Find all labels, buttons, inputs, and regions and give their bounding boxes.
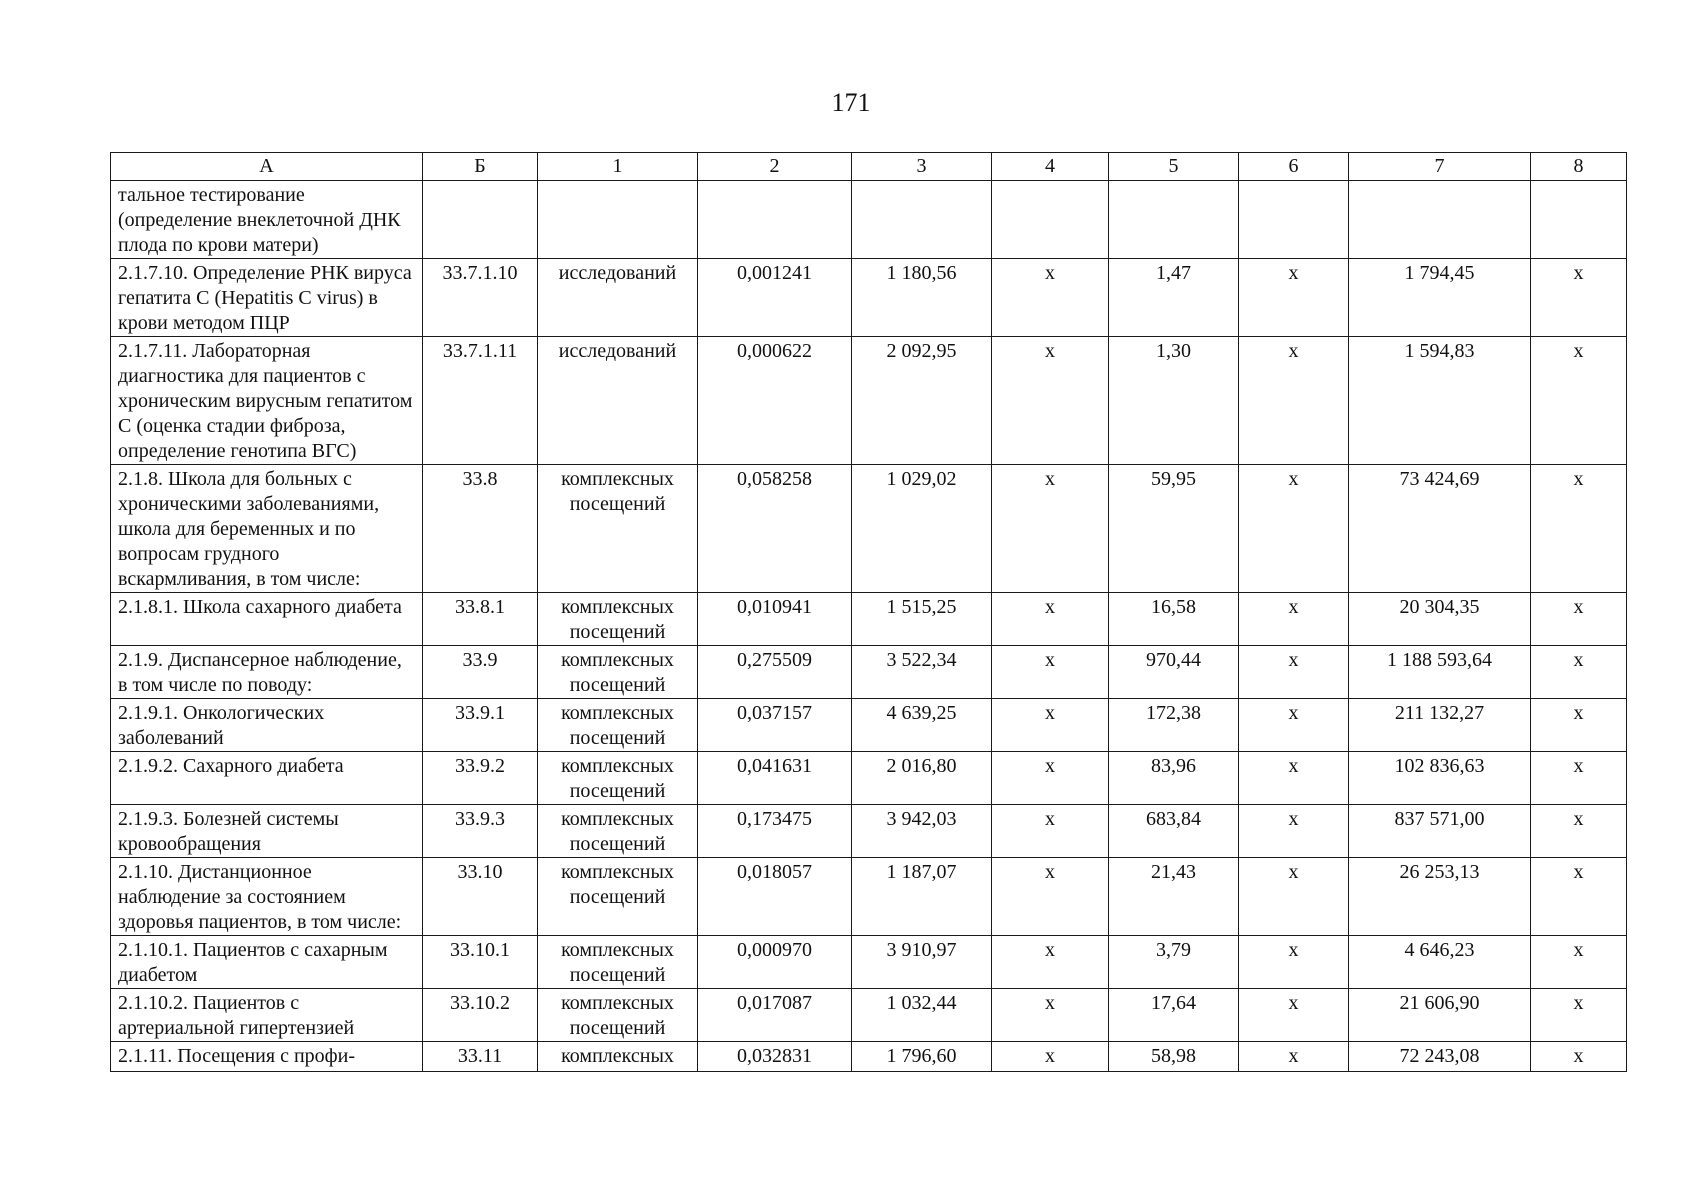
cell-col-5: 21,43 <box>1109 858 1239 936</box>
cell-col-5: 3,79 <box>1109 936 1239 989</box>
table-row <box>111 936 1627 989</box>
cell-col-8: х <box>1531 1042 1627 1072</box>
cell-col-8: х <box>1531 699 1627 752</box>
cell-col-4: х <box>992 465 1109 593</box>
cell-col-7: 1 188 593,64 <box>1349 646 1531 699</box>
cell-col-6: х <box>1239 936 1349 989</box>
cell-name: 2.1.11. Посещения с профи- <box>111 1042 423 1072</box>
cell-col-7: 1 594,83 <box>1349 337 1531 465</box>
cell-unit: комплексных посещений <box>538 593 698 646</box>
cell-col-4: х <box>992 337 1109 465</box>
table-row <box>111 646 1627 699</box>
table-row <box>111 259 1627 337</box>
cell-name: 2.1.10. Дистанционное наблюдение за состоянием здоровья пациентов, в том числе: <box>111 858 423 936</box>
cell-col-2: 0,001241 <box>698 259 852 337</box>
cell-col-6: х <box>1239 858 1349 936</box>
cell-col-4: х <box>992 593 1109 646</box>
cell-col-5: 1,47 <box>1109 259 1239 337</box>
cell-unit: комплексных посещений <box>538 805 698 858</box>
cell-col-8: х <box>1531 858 1627 936</box>
cell-unit: исследований <box>538 259 698 337</box>
table-row <box>111 699 1627 752</box>
cell-col-2: 0,058258 <box>698 465 852 593</box>
cell-col-2 <box>698 181 852 259</box>
cell-col-7: 1 794,45 <box>1349 259 1531 337</box>
cell-col-3: 1 032,44 <box>852 989 992 1042</box>
cell-unit: комплексных посещений <box>538 465 698 593</box>
cell-col-2: 0,017087 <box>698 989 852 1042</box>
cell-col-2: 0,018057 <box>698 858 852 936</box>
column-header-4: 4 <box>992 153 1109 181</box>
column-header-8: 8 <box>1531 153 1627 181</box>
cell-col-6: х <box>1239 259 1349 337</box>
cell-col-6: х <box>1239 337 1349 465</box>
column-header-7: 7 <box>1349 153 1531 181</box>
table-row <box>111 858 1627 936</box>
cell-col-8: х <box>1531 989 1627 1042</box>
cell-col-5: 683,84 <box>1109 805 1239 858</box>
cell-name: 2.1.9.1. Онкологических заболеваний <box>111 699 423 752</box>
page-number: 171 <box>831 88 871 117</box>
cell-code <box>423 181 538 259</box>
cell-col-4: х <box>992 646 1109 699</box>
cell-col-8: х <box>1531 805 1627 858</box>
cell-unit: комплексных посещений <box>538 752 698 805</box>
cell-col-8: х <box>1531 646 1627 699</box>
cell-col-4 <box>992 181 1109 259</box>
cell-col-7: 837 571,00 <box>1349 805 1531 858</box>
column-header-b: Б <box>423 153 538 181</box>
cell-code: 33.11 <box>423 1042 538 1072</box>
cell-col-4: х <box>992 259 1109 337</box>
cell-col-2: 0,037157 <box>698 699 852 752</box>
cell-col-3: 1 180,56 <box>852 259 992 337</box>
cell-col-6 <box>1239 181 1349 259</box>
cell-col-4: х <box>992 699 1109 752</box>
cell-col-3: 3 942,03 <box>852 805 992 858</box>
cell-col-5: 59,95 <box>1109 465 1239 593</box>
cell-unit: комплексных посещений <box>538 646 698 699</box>
data-table <box>110 152 1627 1072</box>
cell-col-4: х <box>992 1042 1109 1072</box>
cell-col-8: х <box>1531 752 1627 805</box>
cell-col-7: 102 836,63 <box>1349 752 1531 805</box>
cell-code: 33.7.1.11 <box>423 337 538 465</box>
cell-col-8: х <box>1531 465 1627 593</box>
cell-code: 33.8.1 <box>423 593 538 646</box>
cell-code: 33.10.2 <box>423 989 538 1042</box>
cell-code: 33.9 <box>423 646 538 699</box>
cell-col-8: х <box>1531 936 1627 989</box>
cell-col-4: х <box>992 858 1109 936</box>
cell-col-4: х <box>992 805 1109 858</box>
cell-name: 2.1.7.10. Определение РНК вируса гепатита С (Hepatitis C virus) в крови методом ПЦР <box>111 259 423 337</box>
cell-unit: комплексных посещений <box>538 989 698 1042</box>
table-row <box>111 593 1627 646</box>
table-row <box>111 1042 1627 1072</box>
cell-col-6: х <box>1239 699 1349 752</box>
cell-col-5: 83,96 <box>1109 752 1239 805</box>
cell-col-6: х <box>1239 989 1349 1042</box>
cell-name: тальное тестирование (определение внеклеточной ДНК плода по крови матери) <box>111 181 423 259</box>
cell-code: 33.10 <box>423 858 538 936</box>
cell-name: 2.1.8. Школа для больных с хроническими заболеваниями, школа для беременных и по вопросам грудного вскармливания, в том числе: <box>111 465 423 593</box>
cell-col-3: 4 639,25 <box>852 699 992 752</box>
table-row <box>111 337 1627 465</box>
cell-col-3 <box>852 181 992 259</box>
cell-code: 33.8 <box>423 465 538 593</box>
cell-col-3: 2 092,95 <box>852 337 992 465</box>
cell-col-5: 172,38 <box>1109 699 1239 752</box>
cell-code: 33.9.3 <box>423 805 538 858</box>
cell-col-3: 1 796,60 <box>852 1042 992 1072</box>
header-row <box>111 153 1627 181</box>
table-body <box>111 181 1627 1072</box>
cell-col-6: х <box>1239 1042 1349 1072</box>
cell-col-2: 0,010941 <box>698 593 852 646</box>
cell-unit: комплексных <box>538 1042 698 1072</box>
column-header-6: 6 <box>1239 153 1349 181</box>
cell-col-2: 0,173475 <box>698 805 852 858</box>
cell-col-5: 970,44 <box>1109 646 1239 699</box>
cell-col-7: 4 646,23 <box>1349 936 1531 989</box>
cell-col-6: х <box>1239 805 1349 858</box>
cell-col-2: 0,032831 <box>698 1042 852 1072</box>
table-row <box>111 989 1627 1042</box>
cell-unit <box>538 181 698 259</box>
cell-col-2: 0,000970 <box>698 936 852 989</box>
cell-col-7: 72 243,08 <box>1349 1042 1531 1072</box>
table-row <box>111 181 1627 259</box>
column-header-a: А <box>111 153 423 181</box>
cell-code: 33.9.1 <box>423 699 538 752</box>
cell-col-3: 1 029,02 <box>852 465 992 593</box>
cell-col-2: 0,275509 <box>698 646 852 699</box>
cell-unit: комплексных посещений <box>538 699 698 752</box>
cell-col-3: 1 515,25 <box>852 593 992 646</box>
cell-col-8 <box>1531 181 1627 259</box>
column-header-2: 2 <box>698 153 852 181</box>
table-row <box>111 805 1627 858</box>
cell-name: 2.1.8.1. Школа сахарного диабета <box>111 593 423 646</box>
cell-col-3: 1 187,07 <box>852 858 992 936</box>
cell-unit: комплексных посещений <box>538 936 698 989</box>
cell-col-5 <box>1109 181 1239 259</box>
column-header-5: 5 <box>1109 153 1239 181</box>
cell-col-7: 20 304,35 <box>1349 593 1531 646</box>
cell-col-4: х <box>992 752 1109 805</box>
cell-col-7: 73 424,69 <box>1349 465 1531 593</box>
cell-col-7: 26 253,13 <box>1349 858 1531 936</box>
cell-col-4: х <box>992 989 1109 1042</box>
cell-col-6: х <box>1239 752 1349 805</box>
cell-col-5: 58,98 <box>1109 1042 1239 1072</box>
cell-col-5: 16,58 <box>1109 593 1239 646</box>
column-header-1: 1 <box>538 153 698 181</box>
cell-col-7 <box>1349 181 1531 259</box>
table-row <box>111 465 1627 593</box>
cell-col-6: х <box>1239 465 1349 593</box>
cell-col-5: 17,64 <box>1109 989 1239 1042</box>
cell-col-3: 3 910,97 <box>852 936 992 989</box>
cell-col-5: 1,30 <box>1109 337 1239 465</box>
cell-col-6: х <box>1239 646 1349 699</box>
cell-col-2: 0,000622 <box>698 337 852 465</box>
cell-col-4: х <box>992 936 1109 989</box>
table-row <box>111 752 1627 805</box>
cell-code: 33.7.1.10 <box>423 259 538 337</box>
cell-name: 2.1.10.1. Пациентов с сахарным диабетом <box>111 936 423 989</box>
cell-col-7: 211 132,27 <box>1349 699 1531 752</box>
cell-name: 2.1.9. Диспансерное наблюдение, в том числе по поводу: <box>111 646 423 699</box>
cell-code: 33.9.2 <box>423 752 538 805</box>
cell-name: 2.1.9.2. Сахарного диабета <box>111 752 423 805</box>
cell-name: 2.1.7.11. Лабораторная диагностика для пациентов с хроническим вирусным гепатитом С (оценка стадии фиброза, определение генотипа ВГС) <box>111 337 423 465</box>
cell-unit: исследований <box>538 337 698 465</box>
cell-name: 2.1.10.2. Пациентов с артериальной гипертензией <box>111 989 423 1042</box>
cell-col-8: х <box>1531 259 1627 337</box>
cell-unit: комплексных посещений <box>538 858 698 936</box>
cell-name: 2.1.9.3. Болезней системы кровообращения <box>111 805 423 858</box>
cell-col-6: х <box>1239 593 1349 646</box>
cell-col-3: 2 016,80 <box>852 752 992 805</box>
cell-col-3: 3 522,34 <box>852 646 992 699</box>
cell-col-7: 21 606,90 <box>1349 989 1531 1042</box>
cell-col-8: х <box>1531 593 1627 646</box>
column-header-3: 3 <box>852 153 992 181</box>
cell-col-2: 0,041631 <box>698 752 852 805</box>
cell-code: 33.10.1 <box>423 936 538 989</box>
cell-col-8: х <box>1531 337 1627 465</box>
